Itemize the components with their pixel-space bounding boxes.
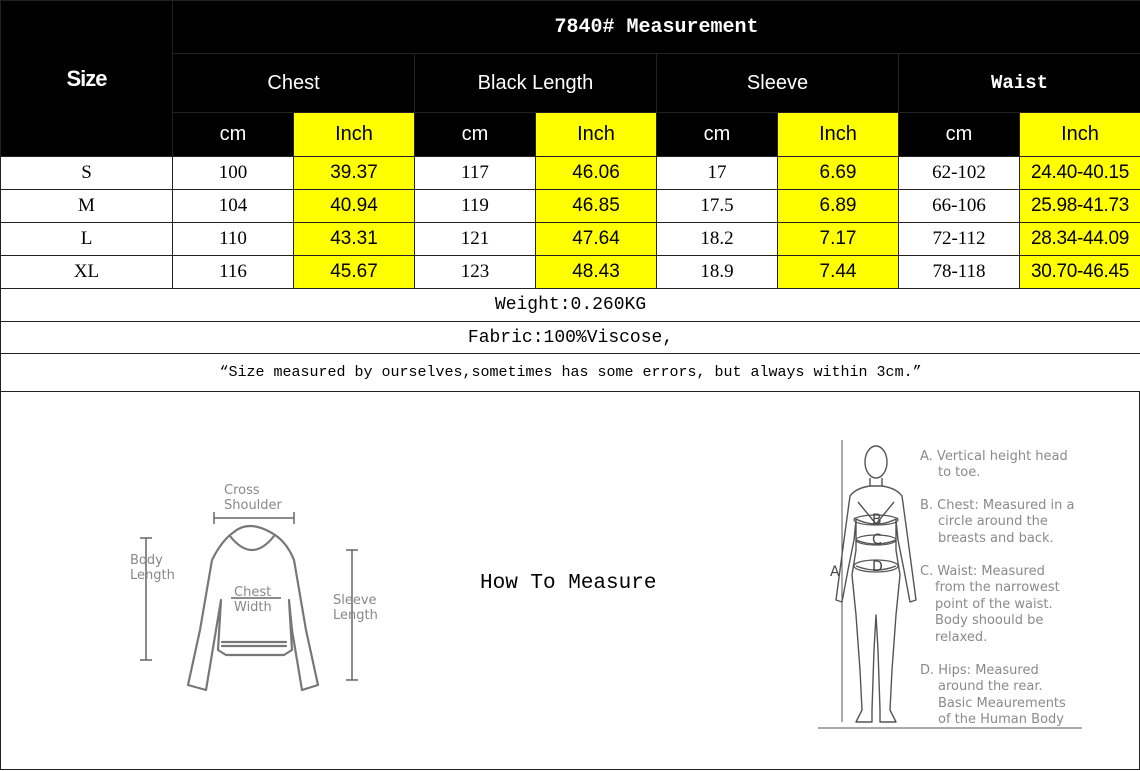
group-header-waist: Waist: [899, 54, 1140, 113]
note-d-1: D. Hips: Measured: [920, 663, 1039, 678]
length-inch-cell: 47.64: [536, 223, 657, 256]
sleeve-length-label-2: Length: [333, 608, 378, 623]
chest-inch-cell: 39.37: [294, 157, 415, 190]
body-length-label-1: Body: [130, 553, 163, 568]
length-inch-cell: 48.43: [536, 256, 657, 289]
unit-inch: Inch: [1020, 113, 1140, 157]
unit-inch: Inch: [778, 113, 899, 157]
sweater-measure-diagram: [126, 480, 396, 710]
chest-cm-cell: 110: [173, 223, 294, 256]
note-d-2: around the rear.: [938, 679, 1043, 694]
size-column-header: Size: [1, 1, 173, 157]
waist-cm-cell: 78-118: [899, 256, 1020, 289]
chest-width-label-1: Chest: [234, 585, 272, 600]
waist-inch-cell: 25.98-41.73: [1020, 190, 1140, 223]
waist-cm-cell: 66-106: [899, 190, 1020, 223]
note-c-5: relaxed.: [935, 630, 988, 645]
group-header-sleeve: Sleeve: [657, 54, 899, 113]
waist-cm-cell: 62-102: [899, 157, 1020, 190]
size-cell: S: [1, 157, 173, 190]
sleeve-cm-cell: 17.5: [657, 190, 778, 223]
length-inch-cell: 46.85: [536, 190, 657, 223]
note-c-3: point of the waist.: [935, 597, 1053, 612]
chest-inch-cell: 45.67: [294, 256, 415, 289]
length-cm-cell: 117: [415, 157, 536, 190]
cross-shoulder-label-2: Shoulder: [224, 498, 282, 513]
note-a-1: A. Vertical height head: [920, 449, 1068, 464]
table-row: [1, 190, 1140, 223]
chest-inch-cell: 43.31: [294, 223, 415, 256]
unit-inch: Inch: [294, 113, 415, 157]
group-header-length: Black Length: [415, 54, 657, 113]
length-cm-cell: 123: [415, 256, 536, 289]
length-cm-cell: 121: [415, 223, 536, 256]
size-cell: XL: [1, 256, 173, 289]
how-to-measure-section: [0, 392, 1140, 770]
note-b-2: circle around the: [938, 514, 1048, 529]
chest-cm-cell: 104: [173, 190, 294, 223]
length-inch-cell: 46.06: [536, 157, 657, 190]
unit-cm: cm: [415, 113, 536, 157]
sleeve-inch-cell: 6.69: [778, 157, 899, 190]
disclaimer-note: “Size measured by ourselves,sometimes has some errors, but always within 3cm.”: [1, 354, 1140, 392]
how-to-measure-title: How To Measure: [480, 572, 657, 595]
chest-cm-cell: 116: [173, 256, 294, 289]
sleeve-inch-cell: 7.44: [778, 256, 899, 289]
sleeve-inch-cell: 7.17: [778, 223, 899, 256]
weight-note: Weight:0.260KG: [1, 289, 1140, 322]
chest-width-label-2: Width: [234, 600, 272, 615]
waist-inch-cell: 30.70-46.45: [1020, 256, 1140, 289]
table-row: [1, 223, 1140, 256]
waist-inch-cell: 28.34-44.09: [1020, 223, 1140, 256]
letter-c: C: [872, 532, 882, 548]
head-icon: [865, 446, 887, 478]
size-cell: M: [1, 190, 173, 223]
chest-cm-cell: 100: [173, 157, 294, 190]
waist-cm-cell: 72-112: [899, 223, 1020, 256]
letter-d: D: [872, 559, 883, 575]
unit-cm: cm: [657, 113, 778, 157]
cross-shoulder-label-1: Cross: [224, 483, 260, 498]
group-header-chest: Chest: [173, 54, 415, 113]
table-row: [1, 157, 1140, 190]
unit-cm: cm: [173, 113, 294, 157]
sleeve-cm-cell: 18.2: [657, 223, 778, 256]
body-length-label-2: Length: [130, 568, 175, 583]
note-d-4: of the Human Body: [938, 712, 1064, 727]
letter-a: A: [830, 564, 840, 580]
note-b-1: B. Chest: Measured in a: [920, 498, 1075, 513]
note-b-3: breasts and back.: [938, 531, 1054, 546]
sleeve-length-label-1: Sleeve: [333, 593, 377, 608]
note-c-1: C. Waist: Measured: [920, 564, 1045, 579]
body-measure-diagram: [816, 440, 1106, 740]
waist-inch-cell: 24.40-40.15: [1020, 157, 1140, 190]
sleeve-inch-cell: 6.89: [778, 190, 899, 223]
unit-cm: cm: [899, 113, 1020, 157]
note-c-4: Body shoould be: [935, 613, 1044, 628]
size-cell: L: [1, 223, 173, 256]
chest-inch-cell: 40.94: [294, 190, 415, 223]
note-d-3: Basic Meaurements: [938, 696, 1066, 711]
letter-b: B: [872, 512, 882, 528]
sleeve-cm-cell: 17: [657, 157, 778, 190]
sleeve-cm-cell: 18.9: [657, 256, 778, 289]
unit-inch: Inch: [536, 113, 657, 157]
table-title: 7840# Measurement: [173, 1, 1140, 54]
table-row: [1, 256, 1140, 289]
length-cm-cell: 119: [415, 190, 536, 223]
note-c-2: from the narrowest: [935, 580, 1060, 595]
fabric-note: Fabric:100%Viscose,: [1, 322, 1140, 354]
note-a-2: to toe.: [938, 465, 981, 480]
